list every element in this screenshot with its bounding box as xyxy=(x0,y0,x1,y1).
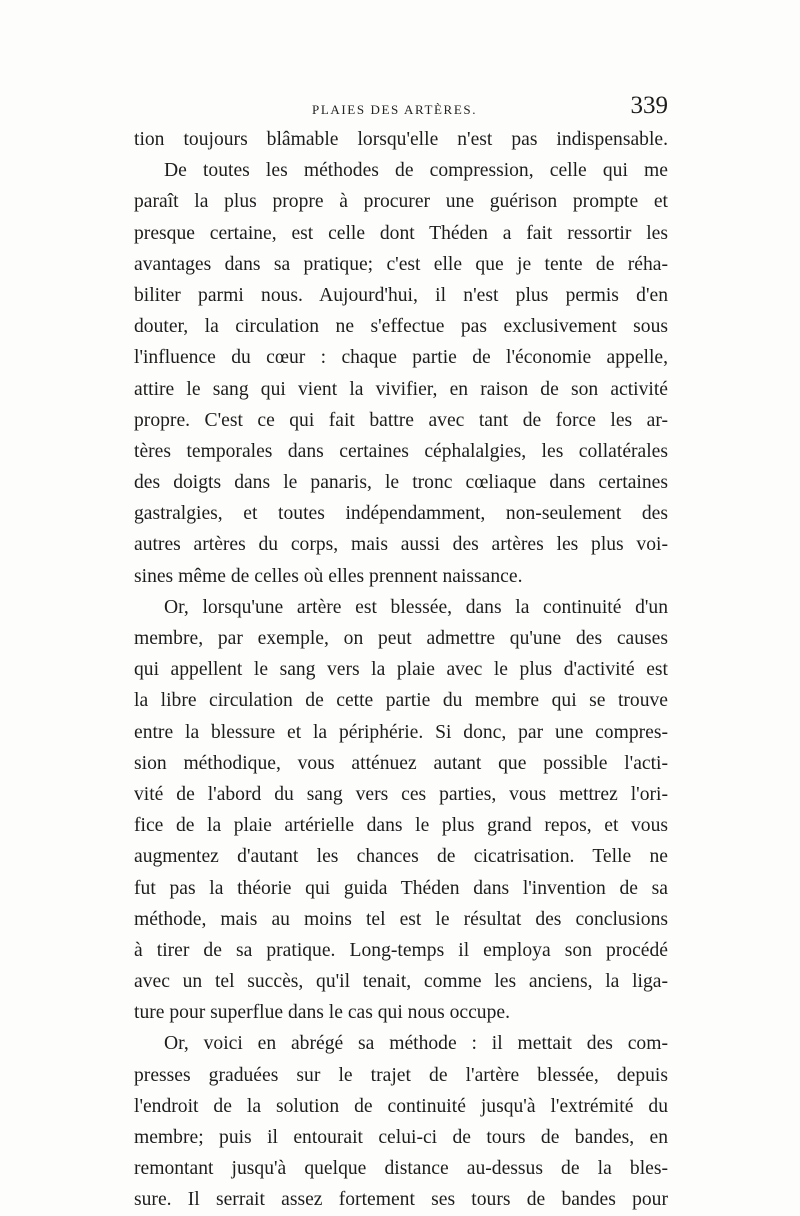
text-line: sines même de celles où elles prennent naissance. xyxy=(134,565,523,587)
running-title: PLAIES DES ARTÈRES. xyxy=(312,102,478,117)
text-line: sion méthodique, vous atténuez autant que possible l'acti- xyxy=(134,752,668,774)
text-line: membre; puis il entourait celui-ci de tours de bandes, en xyxy=(134,1127,668,1148)
text-line: Or, voici en abrégé sa méthode : il mettait des com- xyxy=(164,1033,668,1055)
text-line: membre, par exemple, on peut admettre qu'une des causes xyxy=(134,628,668,649)
text-line: fut pas la théorie qui guida Théden dans l'invention de sa xyxy=(134,877,668,899)
text-line: Or, lorsqu'une artère est blessée, dans la continuité d'un xyxy=(164,596,668,618)
text-line: avec un tel succès, qu'il tenait, comme les anciens, la liga- xyxy=(134,971,668,993)
text-line: attire le sang qui vient la vivifier, en raison de son activité xyxy=(134,378,668,400)
body-text xyxy=(134,124,668,1216)
text-line: à tirer de sa pratique. Long-temps il employa son procédé xyxy=(134,939,668,961)
text-line: paraît la plus propre à procurer une guérison prompte et xyxy=(134,191,668,213)
text-line: ture pour superflue dans le cas qui nous occupe. xyxy=(134,1002,510,1024)
text-line: méthode, mais au moins tel est le résultat des conclusions xyxy=(134,908,668,930)
text-line: presses graduées sur le trajet de l'artère blessée, depuis xyxy=(134,1064,668,1086)
text-line: fice de la plaie artérielle dans le plus grand repos, et vous xyxy=(134,815,668,837)
text-line: vité de l'abord du sang vers ces parties, vous mettrez l'ori- xyxy=(134,783,668,805)
text-line: remontant jusqu'à quelque distance au-dessus de la bles- xyxy=(134,1158,668,1180)
text-line: presque certaine, est celle dont Théden a fait ressortir les xyxy=(134,222,668,244)
text-line: gastralgies, et toutes indépendamment, non-seulement des xyxy=(134,503,668,525)
text-line: la libre circulation de cette partie du membre qui se trouve xyxy=(134,690,668,712)
text-line: tères temporales dans certaines céphalalgies, les collatérales xyxy=(134,440,668,462)
text-line: De toutes les méthodes de compression, celle qui me xyxy=(164,160,668,182)
page-header xyxy=(134,92,668,126)
text-line: qui appellent le sang vers la plaie avec le plus d'activité est xyxy=(134,659,668,681)
text-line: entre la blessure et la périphérie. Si donc, par une compres- xyxy=(134,721,668,743)
text-line: sure. Il serrait assez fortement ses tours de bandes pour xyxy=(134,1189,668,1211)
page-number: 339 xyxy=(630,92,668,119)
text-line: l'endroit de la solution de continuité jusqu'à l'extrémité du xyxy=(134,1095,668,1117)
text-line: des doigts dans le panaris, le tronc cœliaque dans certaines xyxy=(134,472,668,494)
text-line: l'influence du cœur : chaque partie de l'économie appelle, xyxy=(134,347,668,369)
text-line: douter, la circulation ne s'effectue pas exclusivement sous xyxy=(134,316,668,338)
text-line: augmentez d'autant les chances de cicatrisation. Telle ne xyxy=(134,846,668,868)
text-line: tion toujours blâmable lorsqu'elle n'est pas indispensable. xyxy=(134,129,668,150)
text-line: propre. C'est ce qui fait battre avec tant de force les ar- xyxy=(134,409,668,431)
text-line: autres artères du corps, mais aussi des artères les plus voi- xyxy=(134,534,668,556)
text-line: avantages dans sa pratique; c'est elle que je tente de réha- xyxy=(134,253,668,275)
text-line: biliter parmi nous. Aujourd'hui, il n'est plus permis d'en xyxy=(134,284,668,306)
